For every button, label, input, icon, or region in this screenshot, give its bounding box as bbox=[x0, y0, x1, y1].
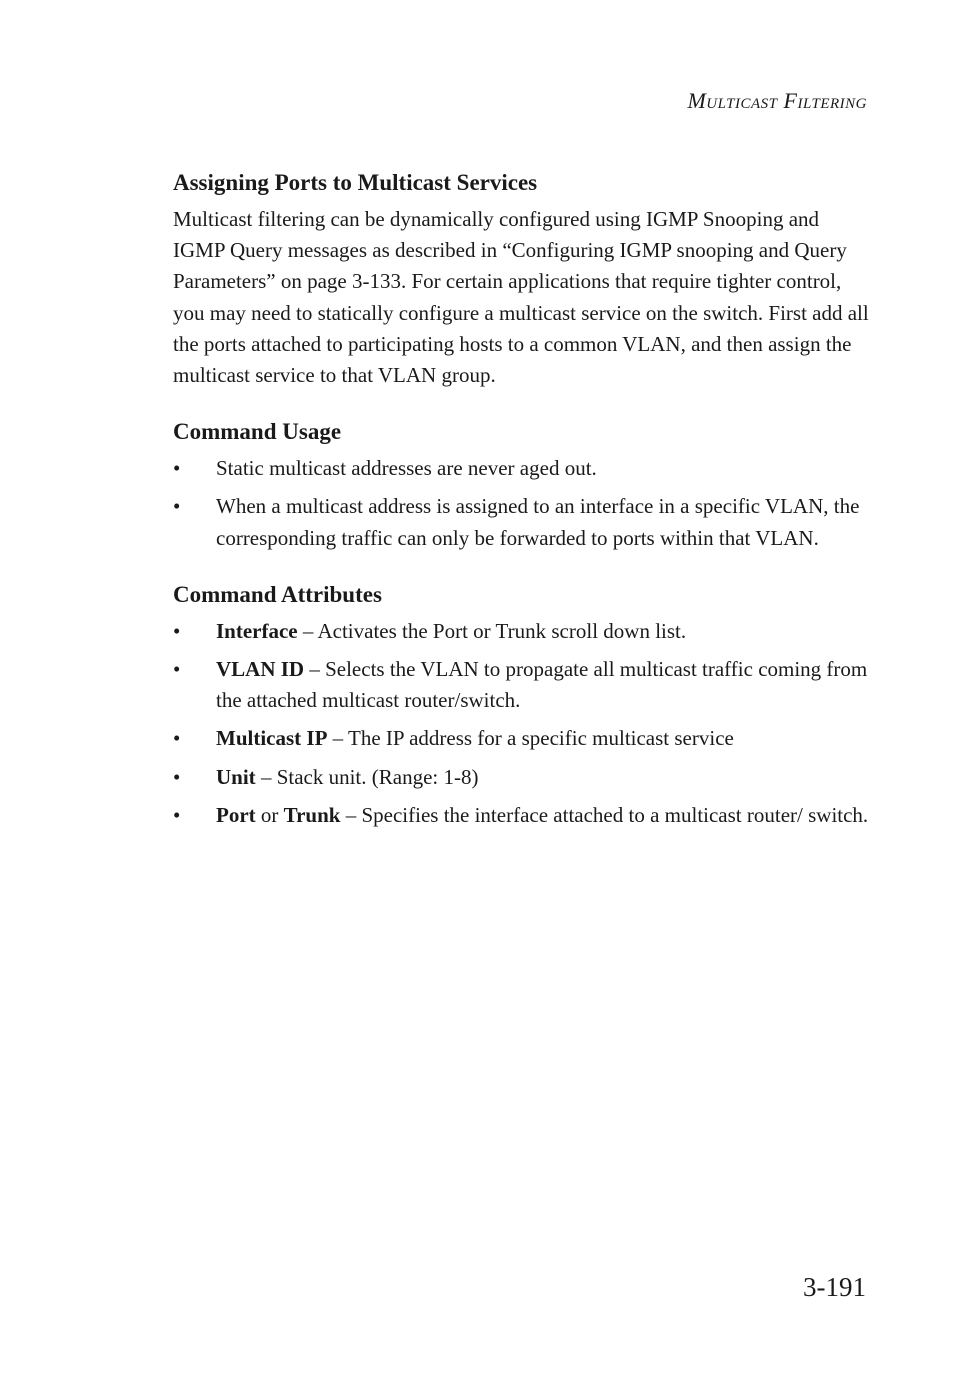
command-usage-heading: Command Usage bbox=[173, 419, 342, 445]
bullet-icon: • bbox=[173, 456, 181, 481]
bullet-icon: • bbox=[173, 726, 181, 751]
usage-item-text: When a multicast address is assigned to an interface in a specific VLAN, the corresponding traffic can only be forwarded to ports within that VLAN. bbox=[216, 494, 860, 550]
attribute-desc: – Specifies the interface attached to a multicast router/ switch. bbox=[340, 802, 869, 827]
bullet-icon: • bbox=[173, 764, 181, 789]
list-item bbox=[173, 723, 873, 754]
list-item bbox=[173, 654, 873, 716]
list-item bbox=[173, 616, 873, 647]
attribute-term: VLAN ID bbox=[216, 657, 305, 682]
attribute-desc: – Stack unit. (Range: 1-8) bbox=[255, 764, 479, 789]
bullet-icon: • bbox=[173, 494, 181, 519]
running-head: Multicast Filtering bbox=[687, 88, 867, 113]
bullet-icon: • bbox=[173, 657, 181, 682]
list-item bbox=[173, 491, 873, 553]
attribute-connector: or bbox=[255, 802, 284, 827]
page-number: 3-191 bbox=[803, 1272, 866, 1302]
list-item bbox=[173, 800, 873, 831]
list-item bbox=[173, 453, 873, 484]
attribute-term: Unit bbox=[216, 764, 256, 789]
intro-paragraph: Multicast filtering can be dynamically configured using IGMP Snooping and IGMP Query messages as described in “Configuring IGMP snooping and Query Parameters” on page 3-133. For certain applications that require tighter control, you may need to statically configure a multicast service on the switch. First add all the ports attached to participating hosts to a common VLAN, and then assign the multicast service to that VLAN group. bbox=[173, 207, 869, 388]
attribute-desc: – Selects the VLAN to propagate all multicast traffic coming from the attached multicast router/switch. bbox=[216, 657, 868, 713]
command-attributes-heading: Command Attributes bbox=[173, 581, 382, 607]
bullet-icon: • bbox=[173, 618, 181, 643]
attribute-term-port: Port bbox=[216, 802, 256, 827]
attribute-desc: – The IP address for a specific multicast service bbox=[327, 726, 734, 751]
section-heading-assigning-ports: Assigning Ports to Multicast Services bbox=[173, 170, 538, 195]
usage-item-text: Static multicast addresses are never aged out. bbox=[216, 456, 597, 481]
attribute-term-trunk: Trunk bbox=[283, 802, 341, 827]
attribute-term: Interface bbox=[216, 618, 298, 643]
bullet-icon: • bbox=[173, 802, 181, 827]
command-usage-list bbox=[173, 453, 873, 554]
list-item bbox=[173, 762, 873, 793]
attribute-desc: – Activates the Port or Trunk scroll down list. bbox=[297, 618, 687, 643]
attribute-term: Multicast IP bbox=[216, 726, 328, 751]
command-attributes-list bbox=[173, 616, 873, 831]
page-content bbox=[173, 168, 873, 838]
